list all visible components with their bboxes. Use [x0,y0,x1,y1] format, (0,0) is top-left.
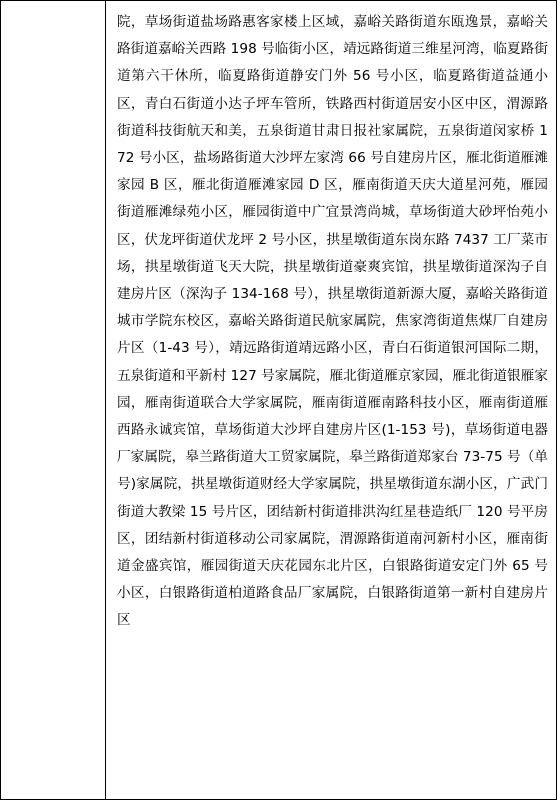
left-cell [1,1,106,800]
table-row [1,1,557,800]
right-cell [106,1,557,800]
area-list-text: 院，草场街道盐场路惠客家楼上区域，嘉峪关路街道东瓯逸景，嘉峪关路街道嘉峪关西路 198 号临街小区，靖远路街道三维星河湾，临夏路街道第六干休所，临夏路街道静安门外 56 号小区，临夏路街道益通小区，青白石街道小达子坪车管所，铁路西村街道居安小区中区，渭源路街道科技街航天和美，五泉街道甘肃日报社家属院，五泉街道闵家桥 172 号小区，盐场路街道大沙坪左家湾 66 号自建房片区，雁北街道雁滩家园 B 区，雁北街道雁滩家园 D 区，雁南街道天庆大道星河苑，雁园街道雁滩绿苑小区，雁园街道中广宜景湾尚城，草场街道大砂坪怡苑小区，伏龙坪街道伏龙坪 2 号小区，拱星墩街道东岗东路 7437 工厂菜市场，拱星墩街道飞天大院，拱星墩街道豪爽宾馆，拱星墩街道深沟子自建房片区（深沟子 134-168 号），拱星墩街道新源大厦，嘉峪关路街道城市学院东校区，嘉峪关路街道民航家属院，焦家湾街道焦煤厂自建房片区（1-43 号），靖远路街道靖远路小区，青白石街道银河国际二期，五泉街道和平新村 127 号家属院，雁北街道雁京家园，雁北街道银雁家园，雁南街道联合大学家属院，雁南街道雁南路科技小区，雁南街道雁西路永诚宾馆，草场街道大沙坪自建房片区(1-153 号)，草场街道电器厂家属院，皋兰路街道大工贸家属院，皋兰路街道郑家台 73-75 号（单号)家属院，拱星墩街道财经大学家属院，拱星墩街道东湖小区，广武门街道大教梁 15 号片区，团结新村街道排洪沟红星巷造纸厂 120 号平房区，团结新村街道移动公司家属院，渭源路街道南河新村小区，雁南街道金盛宾馆，雁园街道天庆花园东北片区，白银路街道安定门外 65 号小区，白银路街道柏道路食品厂家属院，白银路街道第一新村自建房片区 [117,14,548,629]
